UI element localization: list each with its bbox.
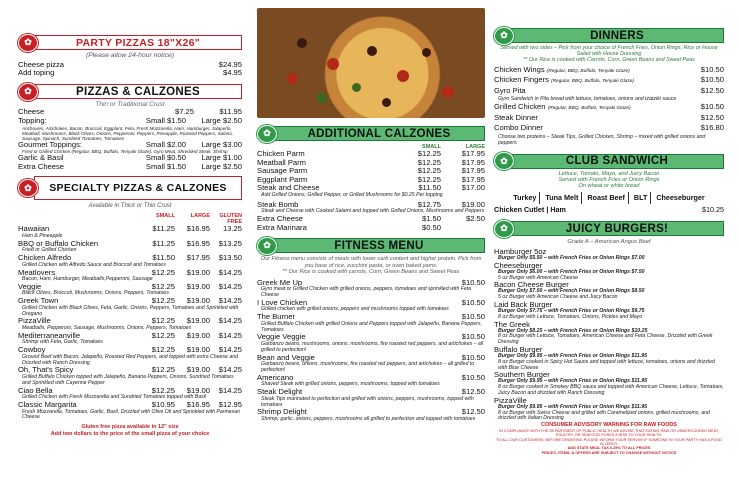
calzones-title: ADDITIONAL CALZONES bbox=[273, 126, 485, 141]
fitness-title: FITNESS MENU bbox=[273, 238, 485, 253]
pizzas-note: Thin or Traditional Crust bbox=[95, 101, 165, 108]
burger-desc: 8 oz Burger with Swiss Cheese and grilled with Caramelized onions, grilled mushrooms, and drizzled with Italian Dressing bbox=[498, 409, 710, 422]
dinner-list bbox=[494, 66, 724, 147]
specialty-desc: Fresh Mozzarella, Tomatoes, Garlic, Basil, Drizzled with Olive Oil and Sprinkled with Parmesan Cheese bbox=[22, 408, 241, 421]
gourmet-desc: Fried or Grilled Chicken (Regular, BBQ, Buffalo, Teriyaki Glaze), Gyro Meat, Shredded Steak, Shrimp bbox=[22, 149, 228, 155]
burger-price-line: Burger Only $9.95 – with French Fries or Onion Rings $11.95 bbox=[498, 353, 647, 360]
fitness-item: I Love Chicken $10.50 bbox=[257, 297, 485, 307]
club-note-1: Lettuce, Tomato, Mayo, and Juicy Bacon bbox=[558, 170, 660, 177]
calzones-col-headers: SMALL LARGE bbox=[422, 144, 485, 150]
dinners-header bbox=[494, 27, 724, 44]
fitness-item: Shrimp Delight $12.50 bbox=[257, 407, 485, 417]
bomb-desc: Steak and Cheese with Cooked Salami and topped with Grilled Onions, Mushrooms and Peppers bbox=[261, 208, 485, 215]
club-types: Turkey Tuna Melt Roast Beef BLT Cheeseburger bbox=[494, 192, 724, 204]
menu-row-gourmet: Gourmet Toppings: Small $2.00 Large $3.00 bbox=[18, 139, 242, 149]
burger-name: PizzaVille bbox=[494, 395, 527, 405]
menu-row-extra-cheese: Extra Cheese Small $1.50 Large $2.50 bbox=[18, 161, 242, 171]
dinners-note: Served with two sides – Pick from your choice of French Fries, Onion Rings, Rice or House Salad with House Dressing bbox=[500, 45, 718, 58]
calzone-list bbox=[257, 150, 485, 193]
specialty-item: BBQ or Buffalo Chicken $11.25 $16.95 $13.25 bbox=[18, 238, 242, 248]
advisory-title: CONSUMER ADVISORY WARNING FOR RAW FOODS bbox=[541, 422, 677, 429]
party-item: Cheese pizza $24.95 bbox=[18, 59, 242, 69]
calzone-item: Eggplant Parm $12.25 $17.95 bbox=[257, 174, 485, 184]
gluten-free-note-2: Add two dollars to the price of the small pizza of your choice bbox=[50, 430, 210, 437]
burger-desc: 5 oz Burger with American Cheese bbox=[498, 274, 578, 281]
dinner-item: Steak Dinner $12.50 bbox=[494, 112, 724, 122]
fitness-header bbox=[257, 237, 485, 254]
menu-row-garlic: Garlic & Basil Small $0.50 Large $1.00 bbox=[18, 153, 242, 163]
burger-name: Cheeseburger bbox=[494, 260, 543, 270]
menu-row-extra-cheese: Extra Cheese $1.50 $2.50 bbox=[257, 214, 485, 224]
burger-desc: 5 oz Burger with American Cheese and Juicy Bacon bbox=[498, 294, 618, 301]
fitness-desc: Grilled Buffalo Chicken with grilled Onions and Peppers topped with Jalapeño, Banana Peppers, Tomatoes bbox=[261, 320, 482, 333]
specialty-desc: Ham & Pineapple bbox=[22, 232, 63, 239]
dinners-note-2: ** Our Rice is cooked with Carrots, Corn, Green Beans and Sweet Peas bbox=[523, 57, 695, 64]
fitness-note: Our Fitness menu consists of meals with lower carb content and higher protein. Pick from you base of rice, zucchini pasta, or oven baked yams. bbox=[260, 256, 482, 269]
dinner-item: Gyro Pita $12.50 bbox=[494, 85, 724, 95]
fitness-list bbox=[257, 279, 485, 423]
specialty-header bbox=[18, 175, 242, 201]
party-title: PARTY PIZZAS 18"X26" bbox=[34, 35, 242, 50]
club-note-2: Served with French Fries or Onion Rings bbox=[558, 176, 660, 183]
dinner-item: Chicken Fingers (Regular, BBQ, Buffalo, Teriyaki Glaze) $10.50 bbox=[494, 75, 724, 85]
gyro-desc: Gyro Sandwich in Pita bread with lettuce, tomatoes, onions and tzatziki sauce bbox=[498, 96, 677, 103]
dinner-item: Grilled Chicken (Regular, BBQ, Buffalo, Teriyaki Glaze) $10.50 bbox=[494, 102, 724, 112]
specialty-desc: Grilled Chicken with Alfredo Sauce and Broccoli and Tomatoes bbox=[22, 261, 166, 268]
club-note-3: On wheat or white bread bbox=[578, 183, 640, 190]
specialty-desc: Grilled Buffalo Chicken topped with Jalapeño, Banana Peppers, Onions, Sundried Tomatoes and Sprinkled with Cayenne Pepper bbox=[22, 374, 234, 386]
advisory-tax: ADD STATE MEAL TAX 6.25% TO ALL PRICES bbox=[567, 446, 651, 451]
dinner-item: Chicken Wings (Regular, BBQ, Buffalo, Teriyaki Glaze) $10.50 bbox=[494, 64, 724, 74]
specialty-title: SPECIALTY PIZZAS & CALZONES bbox=[34, 176, 242, 200]
burger-desc: 8 oz Burger with Lettuce, Tomatoes, American Cheese and Feta Cheese, Drizzled with Greek Dressing bbox=[498, 333, 713, 346]
fitness-note-2: ** Our Rice is cooked with carrots, Corn, Green Beans and Sweet Peas bbox=[282, 269, 460, 276]
fitness-desc: Steak Tips marinated to perfection and grilled with onions, peppers, mushrooms, topped with tomatoes bbox=[261, 395, 474, 408]
specialty-note: Available in Thick or Thin Crust bbox=[88, 203, 172, 210]
pizza-logo-icon: ✿ bbox=[18, 83, 38, 101]
dinners-title: DINNERS bbox=[510, 28, 724, 43]
specialty-desc: Grilled Chicken with Fresh Mozzarella and Sundried Tomatoes topped with Basil bbox=[22, 394, 207, 401]
burger-name: Buffalo Burger bbox=[494, 345, 543, 355]
specialty-item: Cowboy $12.25 $19.00 $14.25 bbox=[18, 345, 242, 355]
fitness-item: Veggie Veggie $10.50 bbox=[257, 332, 485, 342]
specialty-desc: Shrimp with Feta, Garlic, Tomatoes bbox=[22, 339, 103, 346]
fitness-desc: Shaved Steak with grilled onions, peppers, mushrooms, topped with tomatoes bbox=[261, 381, 440, 388]
pizzas-calzones-header bbox=[18, 83, 242, 100]
steak-desc: Add Grilled Onions, Grilled Pepper, or Grilled Mushrooms for $0.25 Per topping bbox=[261, 191, 443, 198]
club-title: CLUB SANDWICH bbox=[510, 154, 724, 169]
pizza-logo-icon: ✿ bbox=[257, 125, 277, 143]
advisory-text: IN COMPLIANCE WITH THE DEPARTMENT OF PUBLIC HEALTH WE ADVISE THAT EATING RAW OR UNDERCOOKED MEAT, POULTRY, OR SEAFOOD POSES A RISK TO YOUR HEALTH. bbox=[499, 429, 719, 438]
pizza-logo-icon: ✿ bbox=[494, 27, 514, 45]
pizza-photo bbox=[257, 8, 485, 118]
fitness-item: Greek Me Up $10.50 bbox=[257, 277, 485, 287]
burger-price-line: Burger Only $8.25 – with French Fries or Onion Rings $10.25 bbox=[498, 327, 648, 334]
specialty-item: Meatlovers $12.25 $19.00 $14.25 bbox=[18, 267, 242, 277]
specialty-item: Ciao Bella $12.25 $19.00 $14.25 bbox=[18, 385, 242, 395]
specialty-desc: Fried or Grilled Chicken bbox=[22, 247, 77, 254]
burger-name: Bacon Cheese Burger bbox=[494, 280, 569, 290]
calzone-item: Sausage Parm $12.25 $17.95 bbox=[257, 166, 485, 176]
menu-row-cheese: Cheese $7.25 $11.95 bbox=[18, 107, 242, 117]
club-header bbox=[494, 153, 724, 170]
fitness-desc: Grilled chicken with grilled onions, peppers and mushrooms topped with tomatoes bbox=[261, 306, 449, 313]
burger-price-line: Burger Only $7.00 – with French Fries or Onion Rings $8.50 bbox=[498, 288, 645, 295]
fitness-item: Bean and Veggie $10.50 bbox=[257, 352, 485, 362]
fitness-desc: Shrimp, garlic, onions, peppers, mushrooms all grilled to perfection and topped with tomatoes bbox=[261, 415, 476, 422]
burger-name: The Greek bbox=[494, 319, 530, 329]
burger-price-line: Burger Only $5.50 – with French Fries or Onion Rings $7.00 bbox=[498, 255, 645, 262]
pizza-logo-icon: ✿ bbox=[18, 34, 38, 52]
specialty-item: Greek Town $12.25 $19.00 $14.25 bbox=[18, 296, 242, 306]
burger-price-line: Burger Only $7.75 – with French Fries or Onion Rings $9.75 bbox=[498, 308, 645, 315]
burger-price-line: Burger Only $9.95 – with French Fries or Onion Rings $11.95 bbox=[498, 403, 647, 410]
burger-name: Laid Back Burger bbox=[494, 300, 553, 310]
menu-row-extra-marinara: Extra Marinara $0.50 bbox=[257, 222, 441, 232]
fitness-item: The Burner $10.50 bbox=[257, 312, 485, 322]
burger-desc: 8 oz Burger cooked in Spicy Hot Sauce and topped with lettuce, tomatoes, onions and drizzled with Blue Cheese bbox=[498, 358, 715, 371]
middle-column bbox=[257, 0, 485, 487]
specialty-desc: Grilled Chicken with Black Olives, Feta, Garlic, Onions, Peppers, Tomatoes and Sprinkled with Oregano bbox=[22, 304, 239, 317]
left-column bbox=[18, 0, 242, 487]
advisory-change: PRICES, ITEMS, & OFFERS ARE SUBJECT TO CHANGE WITHOUT NOTICE bbox=[541, 450, 677, 455]
fitness-desc: Garbanzo beans, onions, mushrooms, fire roasted red peppers, and artichokes – all grilled to perfection! bbox=[261, 361, 475, 373]
fitness-desc: Gyro meat or Grilled Chicken with grilled onions, peppers, tomatoes and sprinkled with Feta Cheese bbox=[261, 286, 472, 298]
specialty-desc: Ground Beef with Bacon, Jalapeño, Roasted Red Peppers, and topped with extra Cheese and Drizzled with Ranch Dressing bbox=[22, 353, 238, 366]
burger-list bbox=[494, 248, 724, 422]
fitness-item: Americano $10.50 bbox=[257, 372, 485, 382]
menu-row-topping: Topping: Small $1.50 Large $2.50 bbox=[18, 116, 242, 126]
calzone-item: Chicken Parm $12.25 $17.95 bbox=[257, 149, 485, 158]
burger-desc: 8 oz Burger with Lettuce, Tomatoes, Onions, Pickles and Mayo bbox=[498, 313, 643, 320]
specialty-item: Chicken Alfredo $11.50 $17.95 $13.50 bbox=[18, 253, 242, 263]
burger-name: Hamburger 5oz bbox=[494, 247, 547, 257]
burger-desc: 8 oz Burger cooked in Smokey BBQ sauce and topped with American Cheese, Lettuce, Tomatoes, Juicy Bacon and drizzled with Ranch Dressing bbox=[498, 384, 724, 397]
calzones-header bbox=[257, 125, 485, 142]
pizza-logo-icon: ✿ bbox=[494, 220, 514, 238]
pizza-logo-icon: ✿ bbox=[494, 152, 514, 170]
pizzas-title: PIZZAS & CALZONES bbox=[34, 84, 242, 99]
specialty-item: Veggie $12.25 $19.00 $14.25 bbox=[18, 281, 242, 291]
specialty-item: Oh, That's Spicy $12.25 $19.00 $14.25 bbox=[18, 365, 242, 375]
burger-name: Southern Burger bbox=[494, 370, 550, 380]
specialty-item: Hawaiian $11.25 $16.95 13.25 bbox=[18, 224, 242, 234]
gluten-free-note: Gluten free pizza available in 12" size bbox=[81, 424, 179, 431]
burger-price-line: Burger Only $6.00 – with French Fries or Onion Rings $7.50 bbox=[498, 268, 645, 275]
specialty-list bbox=[18, 225, 242, 421]
party-note: (Please allow 24-hour notice) bbox=[85, 52, 175, 59]
specialty-desc: Meatballs, Pepperoni, Sausage, Mushrooms, Onions, Peppers, Tomatoes bbox=[22, 325, 192, 332]
menu-row-steak-bomb: Steak Bomb $12.75 $19.00 bbox=[257, 199, 485, 209]
topping-desc: Anchovies, Artichokes, Bacon, Broccoli, Eggplant, Feta, Fresh Mozzarella, Ham, Hamburger, Jalapeño, Meatball, Mushrooms, Black Olives, Onions, Pepperoni, Peppers, Pineapple, Roasted Peppers, Salami, Sausage, Spinach, Sundried Tomatoes, Tomatoes bbox=[22, 125, 233, 141]
combo-desc: Choose two proteins – Steak Tips, Grilled Chicken, Shrimp – mixed with grilled onions and peppers bbox=[498, 133, 706, 146]
party-item: Add toping $4.95 bbox=[18, 68, 242, 78]
pizza-logo-icon: ✿ bbox=[257, 237, 277, 255]
party-pizzas-header bbox=[18, 34, 242, 51]
specialty-item: PizzaVille $12.25 $19.00 $14.25 bbox=[18, 316, 242, 326]
fitness-item: Steak Delight $12.50 bbox=[257, 387, 485, 397]
club-cutlet-row: Chicken Cutlet | Ham $10.25 bbox=[494, 204, 724, 214]
pizza-logo-icon: ✿ bbox=[18, 179, 38, 197]
specialty-item: Classic Margarita $10.95 $16.95 $12.95 bbox=[18, 400, 242, 410]
specialty-col-headers: SMALL LARGE GLUTEN FREE bbox=[156, 213, 242, 226]
burgers-note: Grade A – American Angus Beef bbox=[567, 239, 651, 246]
specialty-item: Mediterraneanville $12.25 $19.00 $14.25 bbox=[18, 330, 242, 340]
specialty-desc: Black Olives, Broccoli, Mushrooms, Onions, Peppers, Tomatoes bbox=[22, 290, 169, 297]
calzone-item: Meatball Parm $12.25 $17.95 bbox=[257, 157, 485, 167]
burgers-title: JUICY BURGERS! bbox=[510, 221, 724, 236]
right-column bbox=[494, 0, 724, 487]
advisory-text-2: TO ALL OUR CUSTOMERS: BEFORE ORDERING PLEASE INFORM YOUR SERVER IF SOMEONE IN YOUR PARTY HAS A FOOD ALLERGY. bbox=[495, 437, 723, 446]
specialty-desc: Bacon, Ham, Hamburger, Meatballs,Pepperoni, Sausage bbox=[22, 276, 153, 283]
fitness-desc: Garbanzo beans, mushrooms, onions, mushrooms, fire roasted red peppers, and artichokes – all grilled to perfection! bbox=[261, 340, 484, 353]
dinner-item: Combo Dinner $16.80 bbox=[494, 123, 724, 133]
calzone-item: Steak and Cheese $11.50 $17.00 bbox=[257, 183, 485, 193]
burgers-header bbox=[494, 220, 724, 237]
burger-price-line: Burger Only $9.95 – with French Fries or Onion Rings $11.95 bbox=[498, 378, 647, 385]
